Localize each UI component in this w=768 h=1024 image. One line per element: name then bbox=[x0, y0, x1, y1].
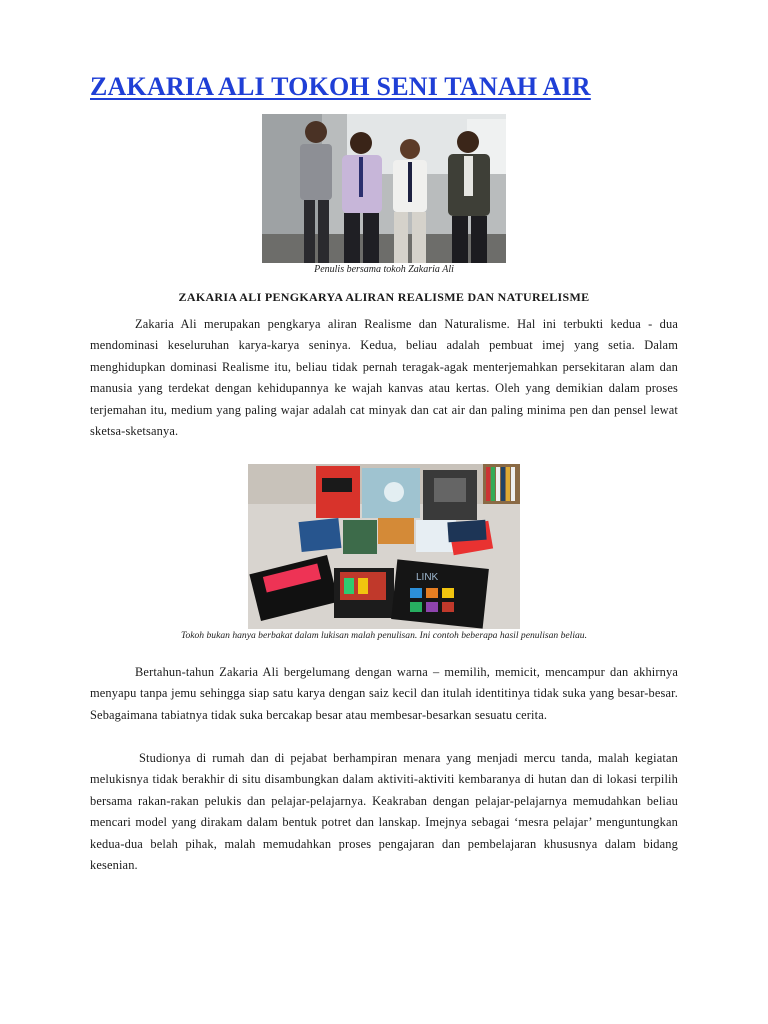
section-heading: ZAKARIA ALI PENGKARYA ALIRAN REALISME DAN NATURELISME bbox=[178, 290, 590, 304]
photo-caption: Tokoh bukan hanya berbakat dalam lukisan malah penulisan. Ini contoh beberapa hasil penulisan beliau. bbox=[180, 630, 587, 641]
group-photo bbox=[262, 114, 506, 263]
photo-caption: Penulis bersama tokoh Zakaria Ali bbox=[314, 264, 454, 275]
document-title[interactable]: ZAKARIA ALI TOKOH SENI TANAH AIR bbox=[90, 72, 591, 101]
books-photo bbox=[248, 464, 520, 629]
paragraph: Bertahun-tahun Zakaria Ali bergelumang dengan warna – memilih, memicit, mencampur dan akhirnya menyapu tanpa jemu sehingga siap satu karya dengan saiz kecil dan itulah identitinya tidak suka yang besar-besar. Sebagaimana tabiatnya tidak suka bercakap besar atau membesar-besarkan sesuatu cerita. bbox=[90, 665, 678, 722]
paragraph: Studionya di rumah dan di pejabat berhampiran menara yang menjadi mercu tanda, malah kegiatan melukisnya tidak berakhir di situ disambungkan dalam aktiviti-aktiviti kembaranya di hutan dan di lokasi terpilih bersama rakan-rakan pelukis dan pelajar-pelajarnya. Keakraban dengan pelajar-pelajarnya memudahkan beliau mencari model yang dirakam dalam bentuk potret dan lanskap. Imejnya sebagai ‘mesra pelajar’ menguntungkan kedua-dua belah pihak, malah memudahkan proses pengajaran dan pembelajaran khususnya dalam bidang kesenian. bbox=[90, 751, 678, 873]
paragraph: Zakaria Ali merupakan pengkarya aliran Realisme dan Naturalisme. Hal ini terbukti kedua - dua mendominasi keseluruhan karya-karya seninya. Kedua, beliau adalah pembuat imej yang setia. Dalam menghidupkan dominasi Realisme itu, beliau tidak pernah teragak-agak menterjemahkan persekitaran alam dan manusia yang terdekat dengan kehidupannya ke wajah kanvas atau kertas. Oleh yang demikian dalam proses terjemahan itu, medium yang paling wajar adalah cat minyak dan cat air dan paling minima pen dan pensel lewat sketsa-sketsanya. bbox=[90, 317, 678, 439]
book-cover-text: LINK bbox=[416, 572, 439, 583]
